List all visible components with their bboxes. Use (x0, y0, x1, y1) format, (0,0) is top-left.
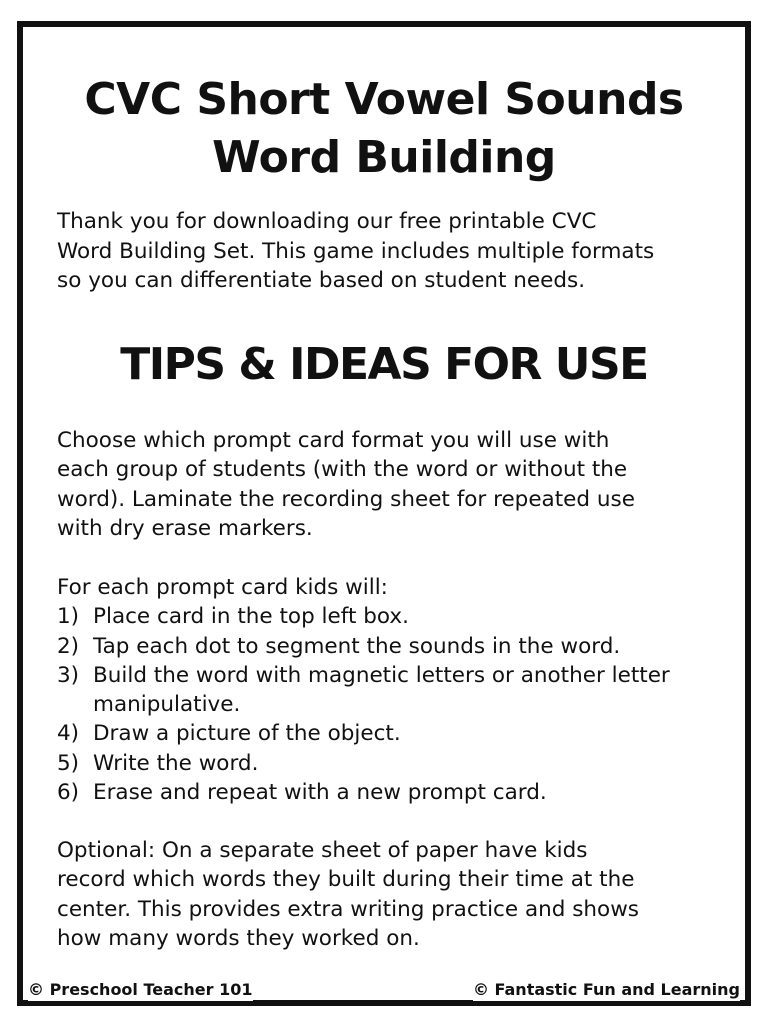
step-text: Erase and repeat with a new prompt card. (93, 780, 547, 806)
tips-heading: TIPS & IDEAS FOR USE (120, 339, 648, 390)
step-number: 3) (57, 662, 80, 688)
steps-list (57, 602, 729, 807)
step-text: Build the word with magnetic letters or another letter (93, 662, 670, 688)
steps-intro: For each prompt card kids will: (57, 575, 388, 600)
step-item (57, 719, 729, 748)
title-line-2: Word Building (212, 132, 556, 183)
optional-line: record which words they built during their time at the (57, 867, 635, 893)
optional-line: how many words they worked on. (57, 925, 420, 951)
choose-line: Choose which prompt card format you will use with (57, 428, 610, 453)
step-item (57, 602, 729, 631)
choose-paragraph (57, 426, 729, 543)
step-number: 6) (57, 780, 80, 806)
intro-paragraph (57, 207, 717, 296)
step-number: 1) (57, 604, 80, 630)
intro-line: Thank you for downloading our free printable CVC (57, 209, 597, 234)
choose-line: each group of students (with the word or without the (57, 457, 628, 483)
step-item (57, 661, 729, 720)
step-item (57, 632, 729, 661)
page-border-frame (17, 21, 751, 1006)
step-item (57, 749, 729, 778)
step-item (57, 778, 729, 807)
choose-line: with dry erase markers. (57, 515, 313, 541)
page-title (23, 71, 745, 187)
step-text: manipulative. (93, 692, 241, 718)
step-number: 2) (57, 633, 80, 659)
optional-paragraph (57, 836, 729, 953)
footer-copyright-left: © Preschool Teacher 101 (28, 980, 253, 999)
optional-line: center. This provides extra writing practice and shows (57, 896, 639, 922)
step-number: 4) (57, 721, 80, 747)
step-text: Tap each dot to segment the sounds in the word. (93, 633, 621, 659)
title-line-1: CVC Short Vowel Sounds (84, 74, 684, 125)
step-text: Draw a picture of the object. (93, 721, 401, 747)
footer-copyright-right: © Fantastic Fun and Learning (472, 980, 740, 999)
steps-section (57, 573, 729, 807)
step-number: 5) (57, 750, 80, 776)
optional-line: Optional: On a separate sheet of paper have kids (57, 838, 588, 863)
intro-line: Word Building Set. This game includes multiple formats (57, 238, 655, 264)
step-text: Place card in the top left box. (93, 604, 409, 630)
intro-line: so you can differentiate based on student needs. (57, 268, 586, 293)
choose-line: word). Laminate the recording sheet for repeated use (57, 486, 635, 512)
step-text: Write the word. (93, 750, 259, 776)
